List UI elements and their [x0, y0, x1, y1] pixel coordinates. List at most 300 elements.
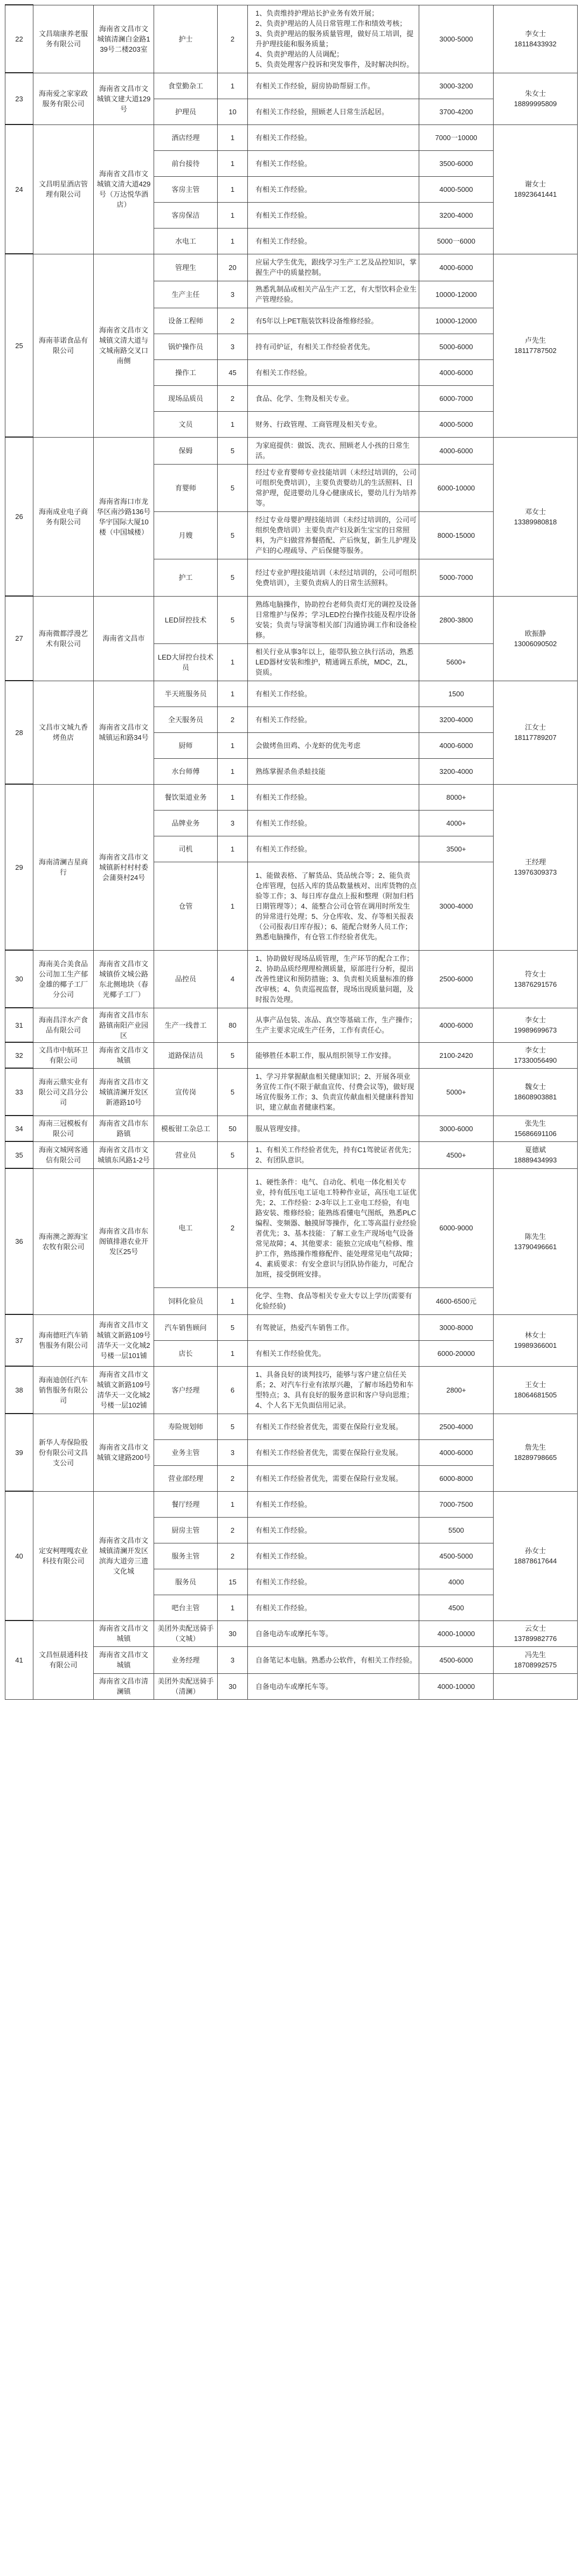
- company-address: 海南省文昌市文城镇运和路34号: [94, 681, 154, 784]
- row-number: 39: [5, 1414, 33, 1491]
- position-name: 护工: [154, 559, 218, 596]
- contact-info: 王女士 18064681505: [494, 1366, 578, 1414]
- headcount: 5: [218, 511, 248, 559]
- salary-range: 4000+: [419, 810, 494, 836]
- headcount: 3: [218, 1646, 248, 1673]
- salary-range: 5000一6000: [419, 228, 494, 254]
- company-name: 定安柯哩嘎农业科技有限公司: [33, 1491, 94, 1621]
- headcount: 1: [218, 784, 248, 810]
- headcount: 2: [218, 1465, 248, 1491]
- headcount: 50: [218, 1116, 248, 1141]
- company-name: 海南爱之家家政服务有限公司: [33, 73, 94, 124]
- contact-info: 李女士 17330056490: [494, 1042, 578, 1068]
- job-requirements: 有相关工作经验。: [248, 176, 419, 202]
- company-name: 海南云鼎实业有限公司文昌分公司: [33, 1068, 94, 1116]
- contact-info: [494, 1673, 578, 1699]
- job-requirements: 会做烤鱼田鸡、小龙虾的优先考虑: [248, 732, 419, 758]
- job-requirements: 有相关工作经验。: [248, 681, 419, 707]
- row-number: 28: [5, 681, 33, 784]
- headcount: 1: [218, 228, 248, 254]
- contact-info: 江女士 18117789207: [494, 681, 578, 784]
- position-name: 仓管: [154, 862, 218, 950]
- headcount: 2: [218, 1168, 248, 1287]
- table-row: [5, 1068, 578, 1116]
- row-number: 32: [5, 1042, 33, 1068]
- salary-range: 4000-6000: [419, 254, 494, 281]
- headcount: 1: [218, 150, 248, 176]
- job-requirements: 经过专业护理技能培训（未经过培训的，公司可组织免费培训），主要负责病人的日常生活照料。: [248, 559, 419, 596]
- table-row: [5, 681, 578, 707]
- salary-range: 4000: [419, 1569, 494, 1595]
- job-requirements: 有相关工作经验。: [248, 707, 419, 732]
- company-name: 海南美合美食品公司加工生产郁金雄的椰子工厂分公司: [33, 950, 94, 1008]
- salary-range: 5500: [419, 1517, 494, 1543]
- position-name: 业务主管: [154, 1439, 218, 1465]
- job-requirements: 有相关工作经验。: [248, 810, 419, 836]
- position-name: LED屏控技术: [154, 596, 218, 643]
- job-requirements: 从事产品包装、冻品、真空等基础工作，生产操作；生产主要求完成生产任务，工作有责任心。: [248, 1008, 419, 1042]
- company-address: 海南省文昌市文城镇: [94, 1042, 154, 1068]
- company-address: 海南省文昌市文城镇文新路109号清华天一文化城2号楼一层102铺: [94, 1366, 154, 1414]
- row-number: 30: [5, 950, 33, 1008]
- contact-info: 卢先生 18117787502: [494, 254, 578, 437]
- position-name: 前台接待: [154, 150, 218, 176]
- table-row: [5, 1008, 578, 1042]
- table-row: [5, 1168, 578, 1287]
- headcount: 2: [218, 1543, 248, 1569]
- contact-info: 谢女士 18923641441: [494, 124, 578, 254]
- headcount: 30: [218, 1621, 248, 1646]
- job-requirements: 1、有相关工作经验者优先，持有C1驾驶证者优先；2、有团队意识。: [248, 1141, 419, 1168]
- position-name: 客房保洁: [154, 202, 218, 228]
- table-row: [5, 437, 578, 464]
- job-requirements: 有相关工作经验者优先，需要在保险行业发展。: [248, 1439, 419, 1465]
- table-row: [5, 1314, 578, 1340]
- job-requirements: 持有司炉证，有相关工作经验者优先。: [248, 334, 419, 359]
- salary-range: 2800+: [419, 1366, 494, 1414]
- salary-range: 4500-6000: [419, 1646, 494, 1673]
- position-name: 客房主管: [154, 176, 218, 202]
- company-address: 海南省文昌市文城镇文清大道与文城南路交叉口南侧: [94, 254, 154, 437]
- salary-range: 10000-12000: [419, 281, 494, 308]
- salary-range: 1500: [419, 681, 494, 707]
- salary-range: 3000-8000: [419, 1314, 494, 1340]
- salary-range: 6000-9000: [419, 1168, 494, 1287]
- company-name: 文昌明星酒店管理有限公司: [33, 124, 94, 254]
- position-name: 司机: [154, 836, 218, 862]
- job-requirements: 财务、行政管理、工商管理及相关专业。: [248, 411, 419, 437]
- headcount: 1: [218, 681, 248, 707]
- position-name: 汽车销售顾问: [154, 1314, 218, 1340]
- table-row: [5, 596, 578, 643]
- headcount: 1: [218, 1287, 248, 1314]
- job-requirements: 熟练掌握杀鱼杀蛙技能: [248, 758, 419, 784]
- job-requirements: 有相关工作经验。: [248, 150, 419, 176]
- position-name: 保姆: [154, 437, 218, 464]
- headcount: 45: [218, 359, 248, 385]
- contact-info: 邓女士 13389980818: [494, 437, 578, 596]
- salary-range: 5000-7000: [419, 559, 494, 596]
- position-name: 营业员: [154, 1141, 218, 1168]
- position-name: 美团外卖配送骑手（文城）: [154, 1621, 218, 1646]
- company-address: 海南省文昌市文城镇清澜开发区新港路10号: [94, 1068, 154, 1116]
- company-address: 海南省文昌市文城镇文清大道429号（万达悦华酒店）: [94, 124, 154, 254]
- headcount: 1: [218, 1340, 248, 1366]
- headcount: 20: [218, 254, 248, 281]
- salary-range: 5000-6000: [419, 334, 494, 359]
- table-row: [5, 950, 578, 1008]
- headcount: 1: [218, 1595, 248, 1621]
- salary-range: 4500-5000: [419, 1543, 494, 1569]
- job-table: [5, 4, 578, 1700]
- position-name: 餐厅经理: [154, 1491, 218, 1517]
- company-address: 海南省海口市龙华区南沙路136号华宇国际大厦10楼（中国城楼）: [94, 437, 154, 596]
- salary-range: 4000-6000: [419, 437, 494, 464]
- contact-info: 张先生 15686691106: [494, 1116, 578, 1141]
- headcount: 2: [218, 5, 248, 73]
- salary-range: 6000-20000: [419, 1340, 494, 1366]
- position-name: 文员: [154, 411, 218, 437]
- table-row: [5, 5, 578, 73]
- work-location: 海南省文昌市文城镇: [94, 1646, 154, 1673]
- position-name: 全天服务员: [154, 707, 218, 732]
- position-name: 生产一线普工: [154, 1008, 218, 1042]
- company-name: 文昌恒晨通科技有限公司: [33, 1621, 94, 1699]
- salary-range: 2800-3800: [419, 596, 494, 643]
- row-number: 35: [5, 1141, 33, 1168]
- job-requirements: 有相关工作经验。: [248, 202, 419, 228]
- headcount: 4: [218, 950, 248, 1008]
- job-requirements: 熟悉乳制品或相关产品生产工艺，有大型饮料企业生产管理经验。: [248, 281, 419, 308]
- position-name: 现场品质员: [154, 385, 218, 411]
- table-row: [5, 1414, 578, 1439]
- company-address: 海南省文昌市: [94, 596, 154, 681]
- position-name: 吧台主管: [154, 1595, 218, 1621]
- headcount: 2: [218, 385, 248, 411]
- headcount: 3: [218, 1439, 248, 1465]
- position-name: 饲料化验员: [154, 1287, 218, 1314]
- row-number: 40: [5, 1491, 33, 1621]
- headcount: 80: [218, 1008, 248, 1042]
- table-row: [5, 784, 578, 810]
- job-requirements: 为家庭提供：做饭、洗衣、照顾老人小孩的日常生活。: [248, 437, 419, 464]
- company-name: 海南迪创任汽车销售服务有限公司: [33, 1366, 94, 1414]
- table-row: [5, 1621, 578, 1646]
- company-address: 海南省文昌市文城镇文建路200号: [94, 1414, 154, 1491]
- company-address: 海南省文昌市文城镇文建大道129号: [94, 73, 154, 124]
- position-name: 半天班服务员: [154, 681, 218, 707]
- row-number: 34: [5, 1116, 33, 1141]
- job-requirements: 能够胜任本职工作，服从组织领导工作安排。: [248, 1042, 419, 1068]
- row-number: 31: [5, 1008, 33, 1042]
- salary-range: 2500-6000: [419, 950, 494, 1008]
- salary-range: 3500+: [419, 836, 494, 862]
- position-name: 酒店经理: [154, 124, 218, 150]
- position-name: 寿险规划师: [154, 1414, 218, 1439]
- contact-info: 王经理 13976309373: [494, 784, 578, 950]
- contact-info: 朱女士 18899995809: [494, 73, 578, 124]
- table-row: [5, 1042, 578, 1068]
- salary-range: 4000-5000: [419, 176, 494, 202]
- salary-range: 3200-4000: [419, 758, 494, 784]
- table-row: [5, 1366, 578, 1414]
- job-requirements: 化学、生物、食品等相关专业大专以上学历(需要有化验经验): [248, 1287, 419, 1314]
- company-name: 文昌市文城九香烤鱼店: [33, 681, 94, 784]
- position-name: 生产主任: [154, 281, 218, 308]
- headcount: 3: [218, 281, 248, 308]
- contact-info: 李女士 19989699673: [494, 1008, 578, 1042]
- company-address: 海南省文昌市东路镇南阳产业园区: [94, 1008, 154, 1042]
- position-name: 管理生: [154, 254, 218, 281]
- salary-range: 4000-10000: [419, 1621, 494, 1646]
- salary-range: 3000-3200: [419, 73, 494, 99]
- row-number: 36: [5, 1168, 33, 1314]
- company-address: 海南省文昌市东阁镇排港农业开发区25号: [94, 1168, 154, 1314]
- position-name: 锅炉操作员: [154, 334, 218, 359]
- position-name: 业务经理: [154, 1646, 218, 1673]
- salary-range: 3500-6000: [419, 150, 494, 176]
- headcount: 1: [218, 1491, 248, 1517]
- headcount: 1: [218, 411, 248, 437]
- salary-range: 6000-8000: [419, 1465, 494, 1491]
- position-name: 美团外卖配送骑手（清澜）: [154, 1673, 218, 1699]
- position-name: 厨房主管: [154, 1517, 218, 1543]
- job-requirements: 自备电动车或摩托车等。: [248, 1673, 419, 1699]
- job-requirements: 有相关工作经验。: [248, 359, 419, 385]
- contact-info: 李女士 18118433932: [494, 5, 578, 73]
- position-name: 设备工程师: [154, 308, 218, 334]
- table-row: [5, 254, 578, 281]
- position-name: 操作工: [154, 359, 218, 385]
- position-name: 餐饮渠道业务: [154, 784, 218, 810]
- contact-info: 欧振静 13006090502: [494, 596, 578, 681]
- salary-range: 5600+: [419, 643, 494, 681]
- salary-range: 4000-6000: [419, 359, 494, 385]
- company-address: 海南省文昌市文城镇清澜白金路139号二楼203室: [94, 5, 154, 73]
- salary-range: 6000-7000: [419, 385, 494, 411]
- headcount: 5: [218, 1141, 248, 1168]
- contact-info: 魏女士 18608903881: [494, 1068, 578, 1116]
- job-requirements: 有相关工作经验者优先，需要在保险行业发展。: [248, 1465, 419, 1491]
- contact-info: 林女士 19989366001: [494, 1314, 578, 1366]
- salary-range: 3000-5000: [419, 5, 494, 73]
- position-name: 护理员: [154, 99, 218, 124]
- company-name: 海南德旺汽车销售服务有限公司: [33, 1314, 94, 1366]
- row-number: 41: [5, 1621, 33, 1699]
- contact-info: 符女士 13876291576: [494, 950, 578, 1008]
- company-address: 海南省文昌市文城镇文新路109号清华天一文化城2号楼一层101铺: [94, 1314, 154, 1366]
- row-number: 33: [5, 1068, 33, 1116]
- headcount: 3: [218, 810, 248, 836]
- salary-range: 8000+: [419, 784, 494, 810]
- row-number: 26: [5, 437, 33, 596]
- headcount: 1: [218, 124, 248, 150]
- salary-range: 6000-10000: [419, 464, 494, 511]
- company-address: 海南省文昌市文城镇新村村村委会蒲葵村24号: [94, 784, 154, 950]
- salary-range: 4500: [419, 1595, 494, 1621]
- salary-range: 8000-15000: [419, 511, 494, 559]
- headcount: 5: [218, 1042, 248, 1068]
- job-requirements: 1、能做表格、了解货品、货品统合等；2、能负责仓库管理，包括入库的货品数量核对、出库货物的点验等工作；3、每日库存盘点上报和整理（附加归档日期管理等）；4、能整合公司仓管在调用时所发生的异常进行处理；5、分仓库收、发、存等相关报表（公司报表/日库存报）；6、能配合财务人员工作；熟悉电脑操作，有仓管工作经验者优先。: [248, 862, 419, 950]
- job-requirements: 有相关工作经验。: [248, 1569, 419, 1595]
- headcount: 1: [218, 73, 248, 99]
- job-requirements: 有相关工作经验。: [248, 784, 419, 810]
- headcount: 15: [218, 1569, 248, 1595]
- job-requirements: 1、负责维持护理站长护业务有效开展； 2、负责护理站的人员日常管理工作和绩效考核； 3、负责护理站的服务质量管理，做好员工培训，提升护理技能和服务质量； 4、负责护理站的人员调配； 5、负责处理客户投诉和突发事件，及时解决纠纷。: [248, 5, 419, 73]
- position-name: 品控员: [154, 950, 218, 1008]
- salary-range: 10000-12000: [419, 308, 494, 334]
- row-number: 29: [5, 784, 33, 950]
- job-requirements: 有相关工作经验。: [248, 1517, 419, 1543]
- position-name: 品牌业务: [154, 810, 218, 836]
- position-name: 客户经理: [154, 1366, 218, 1414]
- headcount: 5: [218, 596, 248, 643]
- job-requirements: 1、具备良好的谈判技巧，能够与客户建立信任关系；2、对汽车行业有浓厚兴趣，了解市场趋势和车型特点；3、具有良好的服务意识和客户导向思维；4、个人名下无负面信用记录。: [248, 1366, 419, 1414]
- company-address: 海南省文昌市东路镇: [94, 1116, 154, 1141]
- position-name: 月嫂: [154, 511, 218, 559]
- salary-range: 4500+: [419, 1141, 494, 1168]
- position-name: 育婴师: [154, 464, 218, 511]
- headcount: 2: [218, 1517, 248, 1543]
- job-requirements: 有相关工作经验，照顾老人日常生活起居。: [248, 99, 419, 124]
- contact-info: 冯先生 18708992575: [494, 1646, 578, 1673]
- table-row: [5, 1116, 578, 1141]
- salary-range: 4000-10000: [419, 1673, 494, 1699]
- salary-range: 3700-4200: [419, 99, 494, 124]
- headcount: 5: [218, 1414, 248, 1439]
- row-number: 23: [5, 73, 33, 124]
- contact-info: 夏德斌 18889434993: [494, 1141, 578, 1168]
- headcount: 3: [218, 334, 248, 359]
- job-requirements: 相关行业从事3年以上，能带队独立执行活动，熟悉LED器材安装和维护，精通调五系统，MDC，ZL，资质。: [248, 643, 419, 681]
- job-requirements: 有相关工作经验。: [248, 124, 419, 150]
- headcount: 2: [218, 308, 248, 334]
- job-requirements: 有相关工作经验者优先，需要在保险行业发展。: [248, 1414, 419, 1439]
- job-requirements: 有相关工作经验优先。: [248, 1340, 419, 1366]
- headcount: 1: [218, 176, 248, 202]
- company-name: 文昌瑞康养老服务有限公司: [33, 5, 94, 73]
- company-name: 新华人寿保险股份有限公司文昌支公司: [33, 1414, 94, 1491]
- salary-range: 7000-7500: [419, 1491, 494, 1517]
- salary-range: 4000-6000: [419, 1008, 494, 1042]
- job-requirements: 有相关工作经验。: [248, 1543, 419, 1569]
- job-requirements: 1、协助做好现场品质管理，生产环节的配合工作；2、协助品质经理理检测质量，原部进行分析，提出改善性建议和预防措施；3、负责相关质量标准的修改审核；4、负责巡视监督，现场出现质量问题，及时报告处理。: [248, 950, 419, 1008]
- company-name: 海南三冠模板有限公司: [33, 1116, 94, 1141]
- company-name: 文昌市中航环卫有限公司: [33, 1042, 94, 1068]
- company-name: 海南成业电子商务有限公司: [33, 437, 94, 596]
- job-table-body: [5, 5, 578, 1699]
- headcount: 5: [218, 437, 248, 464]
- job-requirements: 经过专业母婴护理技能培训（未经过培训的，公司可组织免费培训）主要负责产妇及新生宝宝的日常照料，为产妇做营养餐搭配、产后恢复，新生儿护理及产妇的心理疏导、产后保健等服务。: [248, 511, 419, 559]
- job-requirements: 食品、化学、生物及相关专业。: [248, 385, 419, 411]
- position-name: 宣传岗: [154, 1068, 218, 1116]
- table-row: [5, 1491, 578, 1517]
- position-name: 电工: [154, 1168, 218, 1287]
- salary-range: 2500-4000: [419, 1414, 494, 1439]
- position-name: 水电工: [154, 228, 218, 254]
- job-requirements: 有相关工作经验。: [248, 228, 419, 254]
- job-requirements: 自备电动车或摩托车等。: [248, 1621, 419, 1646]
- contact-info: 云女士 13789982776: [494, 1621, 578, 1646]
- row-number: 37: [5, 1314, 33, 1366]
- headcount: 5: [218, 1068, 248, 1116]
- contact-info: 孙女士 18878617644: [494, 1491, 578, 1621]
- table-row: [5, 124, 578, 150]
- company-name: 海南微都浮漫艺术有限公司: [33, 596, 94, 681]
- position-name: 道路保洁员: [154, 1042, 218, 1068]
- position-name: 水台师傅: [154, 758, 218, 784]
- job-requirements: 自备笔记本电脑。熟悉办公软件，有相关工作经验。: [248, 1646, 419, 1673]
- salary-range: 2100-2420: [419, 1042, 494, 1068]
- company-address: 海南省文昌市文城镇侨文城公路东北侧地块（春光椰子工厂）: [94, 950, 154, 1008]
- job-requirements: 有相关工作经验。: [248, 836, 419, 862]
- headcount: 6: [218, 1366, 248, 1414]
- headcount: 1: [218, 202, 248, 228]
- company-name: 海南澳之源海宝农牧有限公司: [33, 1168, 94, 1314]
- job-requirements: 有相关工作经验。: [248, 1595, 419, 1621]
- salary-range: 7000一10000: [419, 124, 494, 150]
- headcount: 1: [218, 732, 248, 758]
- position-name: 服务主管: [154, 1543, 218, 1569]
- job-requirements: 有驾驶证，热爱汽车销售工作。: [248, 1314, 419, 1340]
- company-address: 海南省文昌市文城镇清澜开发区滨海大道旁三遗文化城: [94, 1491, 154, 1621]
- company-address: 海南省文昌市文城镇东风路1-2号: [94, 1141, 154, 1168]
- company-name: 海南文城网客通信有限公司: [33, 1141, 94, 1168]
- headcount: 1: [218, 836, 248, 862]
- work-location: 海南省文昌市清澜镇: [94, 1673, 154, 1699]
- salary-range: 3000-6000: [419, 1116, 494, 1141]
- position-name: 厨师: [154, 732, 218, 758]
- headcount: 1: [218, 862, 248, 950]
- table-row: [5, 1141, 578, 1168]
- contact-info: 陈先生 13790496661: [494, 1168, 578, 1314]
- company-name: 海南清澜吉星商行: [33, 784, 94, 950]
- headcount: 1: [218, 643, 248, 681]
- position-name: 营业部经理: [154, 1465, 218, 1491]
- position-name: 服务员: [154, 1569, 218, 1595]
- row-number: 24: [5, 124, 33, 254]
- job-requirements: 有相关工作经验。: [248, 1491, 419, 1517]
- position-name: LED大屏控台技术员: [154, 643, 218, 681]
- job-requirements: 有5年以上PET瓶装饮料设备维修经验。: [248, 308, 419, 334]
- headcount: 5: [218, 559, 248, 596]
- headcount: 5: [218, 1314, 248, 1340]
- job-requirements: 有相关工作经验，厨房协助帮厨工作。: [248, 73, 419, 99]
- position-name: 店长: [154, 1340, 218, 1366]
- row-number: 25: [5, 254, 33, 437]
- salary-range: 3200-4000: [419, 707, 494, 732]
- contact-info: 詹先生 18289798665: [494, 1414, 578, 1491]
- row-number: 22: [5, 5, 33, 73]
- job-requirements: 经过专业育婴师专业技能培训（未经过培训的，公司可组织免费培训），主要负责婴幼儿的生活照料、日常护理，促进婴幼儿身心健康成长，婴幼儿行为培养等。: [248, 464, 419, 511]
- salary-range: 3200-4000: [419, 202, 494, 228]
- salary-range: 4600-6500元: [419, 1287, 494, 1314]
- position-name: 模板钳工杂总工: [154, 1116, 218, 1141]
- table-row: [5, 73, 578, 99]
- salary-range: 4000-5000: [419, 411, 494, 437]
- job-requirements: 熟练电脑操作，协助控台老师负责灯光的调控及设备日常维护与保养；学习LED控台操作技能及程序设备安装；负责与导演等相关部门沟通协调工作和设备检修。: [248, 596, 419, 643]
- headcount: 1: [218, 758, 248, 784]
- work-location: 海南省文昌市文城镇: [94, 1621, 154, 1646]
- salary-range: 4000-6000: [419, 732, 494, 758]
- headcount: 5: [218, 464, 248, 511]
- headcount: 10: [218, 99, 248, 124]
- row-number: 38: [5, 1366, 33, 1414]
- job-requirements: 应届大学生优先，跟线学习生产工艺及品控知识，掌握生产中的质量控制。: [248, 254, 419, 281]
- position-name: 食堂勤杂工: [154, 73, 218, 99]
- salary-range: 3000-4000: [419, 862, 494, 950]
- headcount: 2: [218, 707, 248, 732]
